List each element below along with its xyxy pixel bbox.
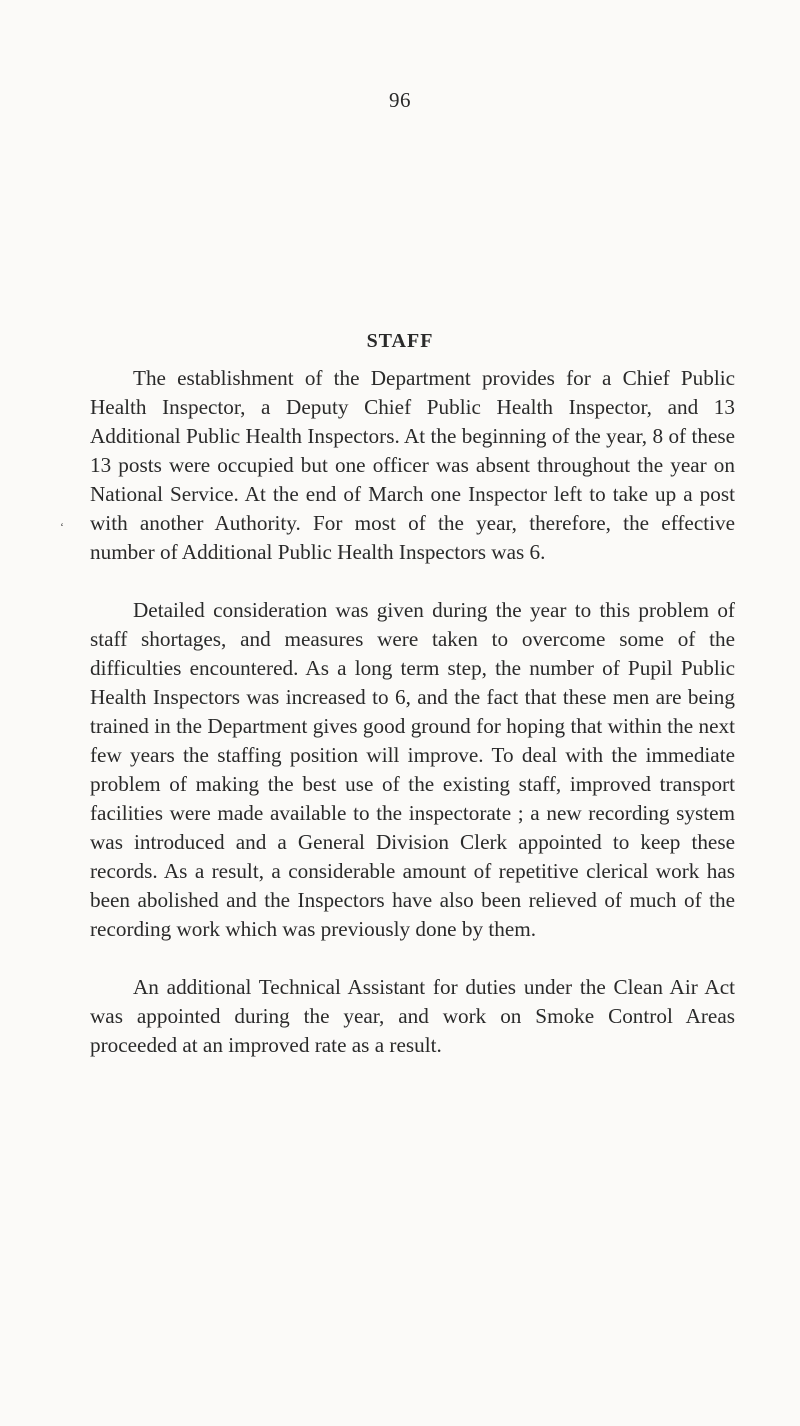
paragraph-technical-assistant: An additional Technical Assistant for duties under the Clean Air Act was appointed during the year, and work on Smoke Control Areas proceeded at an improved rate as a result. <box>90 975 735 1057</box>
body-text <box>90 364 735 1060</box>
paragraph-establishment: The establishment of the Department provides for a Chief Public Health Inspector, a Deputy Chief Public Health Inspector, and 13 Additional Public Health Inspectors. At the beginning of the year, 8 of these 13 posts were occupied but one officer was absent throughout the year on National Service. At the end of March one Inspector left to take up a post with another Authority. For most of the year, therefore, the effective number of Additional Public Health Inspectors was 6. <box>90 366 735 564</box>
section-heading: STAFF <box>366 330 434 352</box>
paragraph-staff-shortages: Detailed consideration was given during the year to this problem of staff shortages, and measures were taken to overcome some of the difficulties encountered. As a long term step, the number of Pupil Public Health Inspectors was increased to 6, and the fact that these men are being trained in the Department gives good ground for hoping that within the next few years the staffing position will improve. To deal with the immediate problem of making the best use of the existing staff, improved transport facilities were made available to the inspectorate ; a new recording system was introduced and a General Division Clerk appointed to keep these records. As a result, a considerable amount of repetitive clerical work has been abolished and the Inspectors have also been relieved of much of the recording work which was previously done by them. <box>90 598 735 941</box>
margin-mark: ‘ <box>60 520 64 534</box>
page-number: 96 <box>389 88 411 112</box>
